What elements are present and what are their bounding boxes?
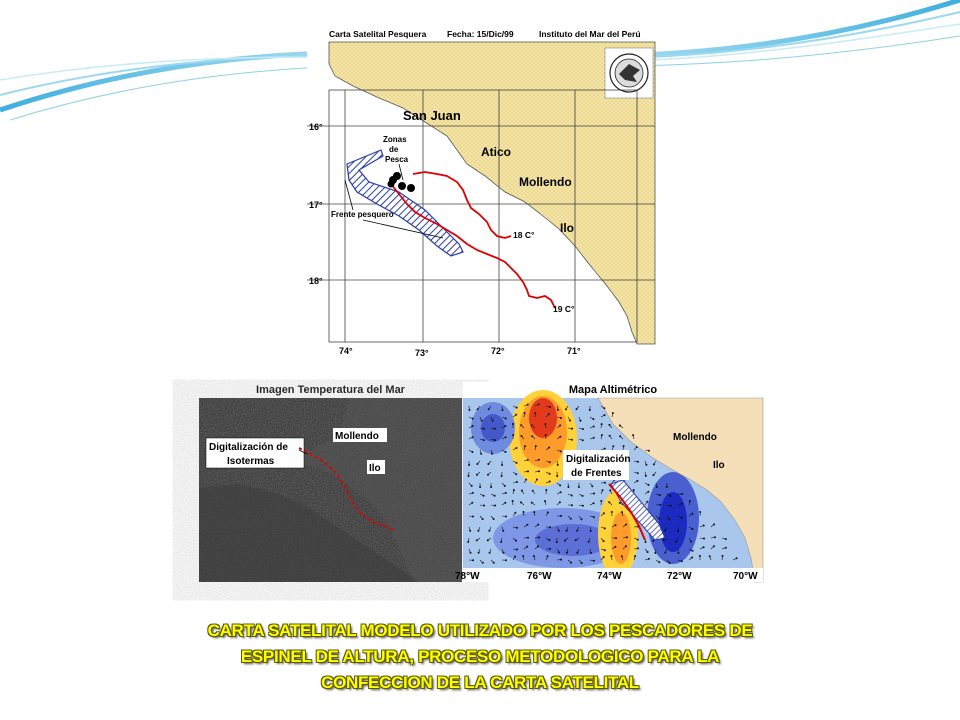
zones-label-2: de (389, 145, 399, 154)
alt-lon-70: 70°W (733, 571, 758, 582)
sst-annotation-1: Digitalización de (209, 442, 288, 453)
slide-caption (130, 618, 830, 696)
zones-label-3: Pesca (385, 155, 409, 164)
place-mollendo: Mollendo (519, 175, 572, 189)
sea-temperature-image (199, 382, 462, 582)
altimetry-map (455, 382, 763, 582)
lat-label-18: 18° (309, 276, 323, 286)
isotherm-label-18: 18 C° (513, 230, 535, 240)
lon-label-73: 73° (415, 348, 429, 358)
front-label: Frente pesquero (331, 210, 394, 219)
lat-label-16: 16° (309, 122, 323, 132)
alt-lon-76: 76°W (527, 571, 552, 582)
chart-header-institution: Instituto del Mar del Perú (539, 29, 641, 39)
alt-lon-74: 74°W (597, 571, 622, 582)
sst-place-ilo: Ilo (369, 463, 381, 474)
lon-label-71: 71° (567, 346, 581, 356)
lon-label-74: 74° (339, 346, 353, 356)
zones-label-1: Zonas (383, 135, 407, 144)
caption-line-2: ESPINEL DE ALTURA, PROCESO METODOLOGICO PARA LA (240, 647, 720, 666)
place-san-juan: San Juan (403, 108, 461, 123)
isotherm-label-19: 19 C° (553, 304, 575, 314)
caption-line-1: CARTA SATELITAL MODELO UTILIZADO POR LOS PESCADORES DE (207, 621, 753, 640)
altimetry-annotation-1: Digitalización (566, 454, 631, 465)
caption-line-3: CONFECCION DE LA CARTA SATELITAL (321, 673, 639, 692)
institution-logo (610, 54, 648, 92)
chart-header-title: Carta Satelital Pesquera (329, 29, 427, 39)
sst-place-mollendo: Mollendo (335, 431, 379, 442)
sst-annotation-2: Isotermas (227, 456, 275, 467)
altimetry-title: Mapa Altimétrico (463, 382, 763, 398)
alt-lon-78: 78°W (455, 571, 480, 582)
lat-label-17: 17° (309, 200, 323, 210)
altimetry-place-mollendo: Mollendo (673, 432, 717, 443)
chart-header-date: Fecha: 15/Dic/99 (447, 29, 514, 39)
place-ilo: Ilo (560, 221, 574, 235)
lon-label-72: 72° (491, 346, 505, 356)
place-atico: Atico (481, 145, 511, 159)
altimetry-place-ilo: Ilo (713, 460, 725, 471)
sst-title: Imagen Temperatura del Mar (199, 382, 462, 398)
altimetry-annotation-2: de Frentes (571, 468, 622, 479)
satellite-fishing-chart (307, 24, 655, 357)
alt-lon-72: 72°W (667, 571, 692, 582)
